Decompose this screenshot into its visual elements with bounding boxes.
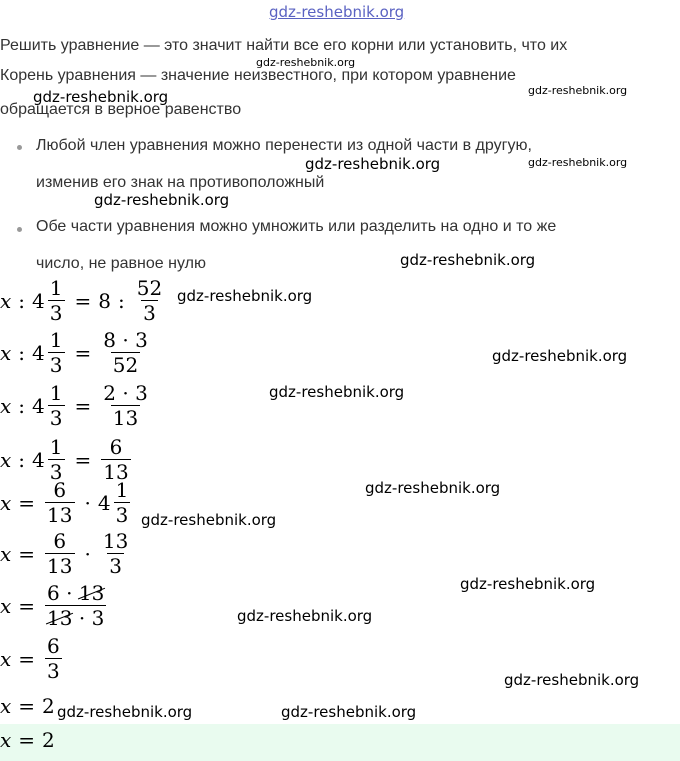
cancelled-term: 13 [47,606,73,630]
cancelled-term: 13 [78,581,105,605]
watermark: gdz-reshebnik.org [177,287,313,305]
solution-step-9: x = 2 [0,694,55,718]
solution-step-5: x = $\frac{6}{13}$ · 4 $\frac{1}{3}$ [0,478,129,527]
watermark: gdz-reshebnik.org [528,156,628,169]
intro-line-1: Решить уравнение — это значит найти все его корни или установить, что их [0,37,568,54]
watermark: gdz-reshebnik.org [94,191,230,209]
rule-1-line-1: Любой член уравнения можно перенести из одной части в другую, [36,137,532,154]
watermark: gdz-reshebnik.org [400,251,536,269]
watermark: gdz-reshebnik.org [269,383,405,401]
watermark: gdz-reshebnik.org [57,703,193,721]
watermark: gdz-reshebnik.org [256,56,356,69]
solution-step-1: x : 4 $\frac{1}{3}$ = 8 : $\frac{52}{3}$ [0,276,163,325]
watermark: gdz-reshebnik.org [528,84,628,97]
solution-step-3: x : 4 $\frac{1}{3}$ = $\frac{2 \cdot 3}{13}$ [0,381,148,430]
answer-box [0,724,680,761]
rule-1-line-2: изменив его знак на противоположный [36,174,325,191]
watermark: gdz-reshebnik.org [33,88,169,106]
solution-step-4: x : 4 $\frac{1}{3}$ = $\frac{6}{13}$ [0,435,129,484]
watermark: gdz-reshebnik.org [492,347,628,365]
watermark: gdz-reshebnik.org [141,511,277,529]
rule-2-line-1: Обе части уравнения можно умножить или разделить на одно и то же [36,218,557,235]
watermark: gdz-reshebnik.org [460,575,596,593]
bullet-icon [17,227,22,232]
solution-step-8: x = $\frac{6}{3}$ [0,634,60,683]
solution-step-2: x : 4 $\frac{1}{3}$ = $\frac{8 \cdot 3}{52}$ [0,328,148,377]
intro-line-2: Корень уравнения — значение неизвестного, при котором уравнение [0,67,516,84]
solution-step-7: x = $\frac{6 \cdot 13}{13 \cdot 3}$ [0,581,105,630]
rule-2-line-2: число, не равное нулю [36,255,206,272]
watermark-link[interactable]: gdz-reshebnik.org [269,3,405,21]
watermark: gdz-reshebnik.org [365,479,501,497]
solution-step-6: x = $\frac{6}{13}$ · $\frac{13}{3}$ [0,529,129,578]
intro-line-3: обращается в верное равенство [0,101,242,118]
bullet-icon [17,145,22,150]
watermark: gdz-reshebnik.org [504,671,640,689]
watermark: gdz-reshebnik.org [305,155,441,173]
answer: x = 2 [0,728,55,752]
watermark: gdz-reshebnik.org [281,703,417,721]
watermark: gdz-reshebnik.org [237,607,373,625]
